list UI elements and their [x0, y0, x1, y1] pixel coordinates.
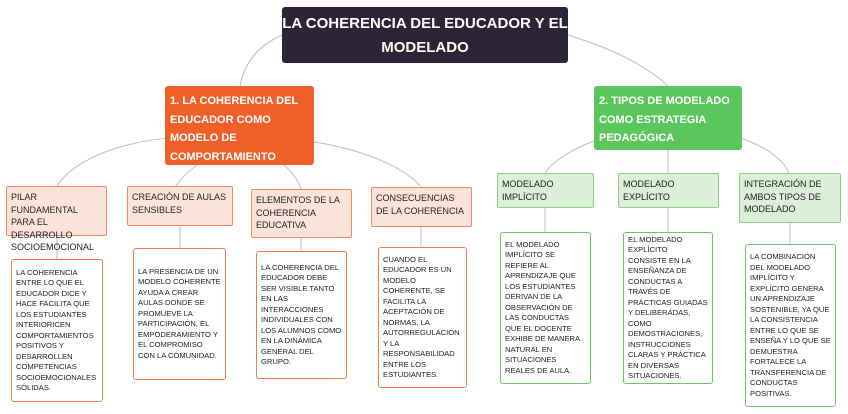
connector-root-branch-1	[240, 35, 282, 86]
root-title: LA COHERENCIA DEL EDUCADOR Y EL MODELADO	[282, 7, 568, 63]
detail-pilar-fundamental	[11, 259, 103, 402]
subtopic-modelado-explicito: MODELADO EXPLÍCITO	[618, 173, 719, 208]
detail-text: LA PRESENCIA DE UN MODELO COHERENTE AYUDA A CREAR AULAS DONDE SE PROMUEVE LA PARTICIPACIÓN, EL EMPODERAMIENTO Y EL COMPROMISO CON LA COMUNIDAD.	[138, 266, 221, 360]
detail-modelado-implicito	[500, 232, 591, 384]
detail-creacion-aulas	[133, 248, 226, 380]
detail-modelado-explicito	[623, 232, 713, 384]
branch-1-coherencia: 1. LA COHERENCIA DEL EDUCADOR COMO MODELO DE COMPORTAMIENTO	[165, 86, 314, 165]
detail-text: EL MODELADO IMPLÍCITO SE REFIERE AL APRENDIZAJE QUE LOS ESTUDIANTES DERIVAN DE LA OBSERVACIÓN DE LAS CONDUCTAS QUE EL DOCENTE EXHIBE DE MANERA NATURAL EN SITUACIONES REALES DE AULA.	[505, 239, 580, 375]
subtopic-integracion: INTEGRACIÓN DE AMBOS TIPOS DE MODELADO	[739, 173, 841, 223]
subtopic-pilar-fundamental: PILAR FUNDAMENTAL PARA EL DESARROLLO SOCIOEMOCIONAL	[6, 186, 107, 236]
detail-text: LA COMBINACIÓN DEL MODELADO IMPLÍCITO Y EXPLÍCITO GENERA UN APRENDIZAJE SOSTENIBLE, YA QUE LA CONSISTENCIA ENTRE LO QUE SE ENSEÑA Y LO QUE SE DEMUESTRA FORTALECE LA TRANSFERENCIA DE CONDUCTAS POSITIVAS.	[750, 252, 831, 398]
branch-2-tipos-modelado: 2. TIPOS DE MODELADO COMO ESTRATEGIA PEDAGÓGICA	[594, 86, 742, 150]
detail-text: LA COHERENCIA DEL EDUCADOR DEBE SER VISIBLE TANTO EN LAS INTERACCIONES INDIVIDUALES CON LOS ALUMNOS COMO EN LA DINÁMICA GENERAL DEL GRUPO.	[261, 262, 342, 366]
detail-text: LA COHERENCIA ENTRE LO QUE EL EDUCADOR DICE Y HACE FACILITA QUE LOS ESTUDIANTES INTERIORICEN COMPORTAMIENTOS POSITIVOS Y DESARROLLEN COMPETENCIAS SOCIOEMOCIONALES SÓLIDAS.	[16, 267, 97, 392]
detail-text: EL MODELADO EXPLÍCITO CONSISTE EN LA ENSEÑANZA DE CONDUCTAS A TRAVÉS DE PRÁCTICAS GUIADAS Y DELIBERADAS, COMO DEMOSTRACIONES, INSTRUCCIONES CLARAS Y PRÁCTICA EN DIVERSAS SITUACIONES.	[628, 234, 708, 380]
detail-elementos-coherencia	[256, 251, 347, 379]
subtopic-elementos-coherencia: ELEMENTOS DE LA COHERENCIA EDUCATIVA	[251, 189, 352, 238]
subtopic-modelado-implicito: MODELADO IMPLÍCITO	[497, 173, 594, 208]
subtopic-consecuencias: CONSECUENCIAS DE LA COHERENCIA	[371, 187, 472, 227]
detail-consecuencias	[378, 247, 467, 388]
detail-text: CUANDO EL EDUCADOR ES UN MODELO COHERENTE, SE FACILITA LA ACEPTACIÓN DE NORMAS, LA AUTORREGULACIÓN Y LA RESPONSABILIDAD ENTRE LOS ESTUDIANTES.	[383, 254, 460, 379]
subtopic-creacion-aulas: CREACIÓN DE AULAS SENSIBLES	[127, 186, 233, 226]
detail-integracion	[745, 244, 836, 407]
connector-root-branch-2	[568, 35, 668, 86]
